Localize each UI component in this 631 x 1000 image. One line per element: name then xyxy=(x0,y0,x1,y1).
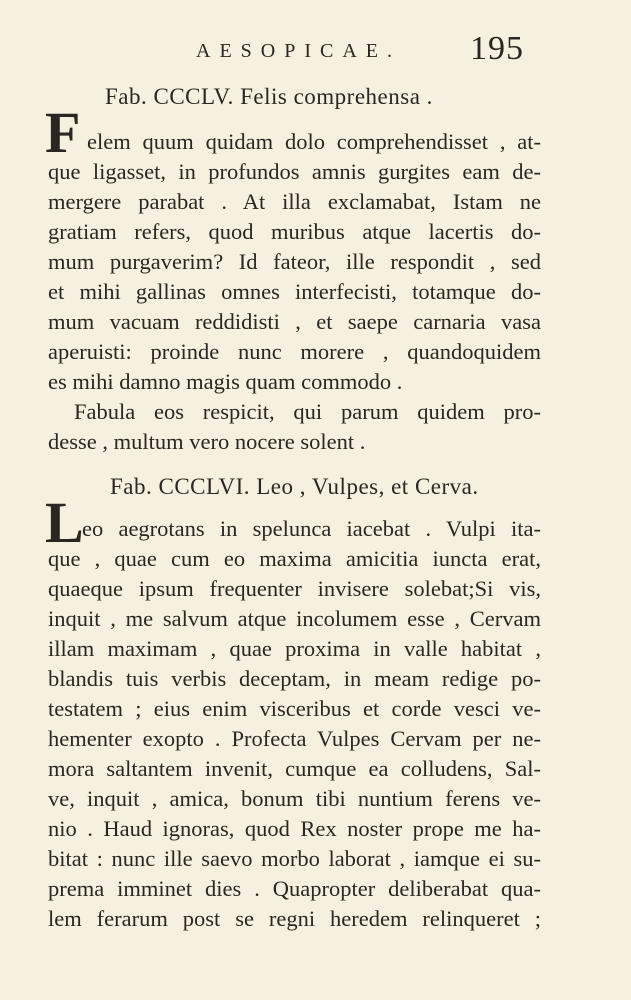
text-line: que , quae cum eo maxima amicitia iuncta erat, xyxy=(48,546,541,571)
text-line: que ligasset, in profundos amnis gurgites eam de- xyxy=(48,159,541,184)
text-line: bitat : nunc ille saevo morbo laborat , iamque ei su- xyxy=(48,846,541,871)
text-line: blandis tuis verbis deceptam, in meam redige po- xyxy=(48,666,541,691)
text-line: lem ferarum post se regni heredem relinqueret ; xyxy=(48,906,541,931)
text-line: ve, inquit , amica, bonum tibi nuntium ferens ve- xyxy=(48,786,541,811)
text-line: eo aegrotans in spelunca iacebat . Vulpi ita- xyxy=(82,516,541,541)
moral-line: desse , multum vero nocere solent . xyxy=(48,429,366,454)
text-line: mum vacuam reddidisti , et saepe carnaria vasa xyxy=(48,309,541,334)
text-line: es mihi damno magis quam commodo . xyxy=(48,369,403,394)
text-line: mergere parabat . At illa exclamabat, Istam ne xyxy=(48,189,541,214)
fable-title: Fab. CCCLVI. Leo , Vulpes, et Cerva. xyxy=(110,474,479,499)
text-line: elem quum quidam dolo comprehendisset , at- xyxy=(87,129,541,154)
text-line: testatem ; eius enim visceribus et corde vesci ve- xyxy=(48,696,541,721)
text-line: gratiam refers, quod muribus atque lacertis do- xyxy=(48,219,541,244)
text-line: inquit , me salvum atque incolumem esse , Cervam xyxy=(48,606,541,631)
drop-initial: L xyxy=(45,490,84,555)
text-line: aperuisti: proinde nunc morere , quandoquidem xyxy=(48,339,541,364)
text-line: illam maximam , quae proxima in valle habitat , xyxy=(48,636,541,661)
fable-title: Fab. CCCLV. Felis comprehensa . xyxy=(105,84,433,109)
text-line: hementer exopto . Profecta Vulpes Cervam per ne- xyxy=(48,726,541,751)
drop-initial: F xyxy=(45,100,81,165)
text-line: mum purgaverim? Id fateor, ille respondit , sed xyxy=(48,249,541,274)
text-line: prema imminet dies . Quapropter deliberabat qua- xyxy=(48,876,541,901)
text-line: mora saltantem invenit, cumque ea colludens, Sal- xyxy=(48,756,541,781)
running-title: AESOPICAE. xyxy=(196,40,402,62)
text-line: et mihi gallinas omnes interfecisti, totamque do- xyxy=(48,279,541,304)
moral-line: Fabula eos respicit, qui parum quidem pro- xyxy=(74,399,541,424)
page-number: 195 xyxy=(470,30,524,67)
text-line: quaeque ipsum frequenter invisere solebat;Si vis, xyxy=(48,576,541,601)
text-line: nio . Haud ignoras, quod Rex noster prope me ha- xyxy=(48,816,541,841)
